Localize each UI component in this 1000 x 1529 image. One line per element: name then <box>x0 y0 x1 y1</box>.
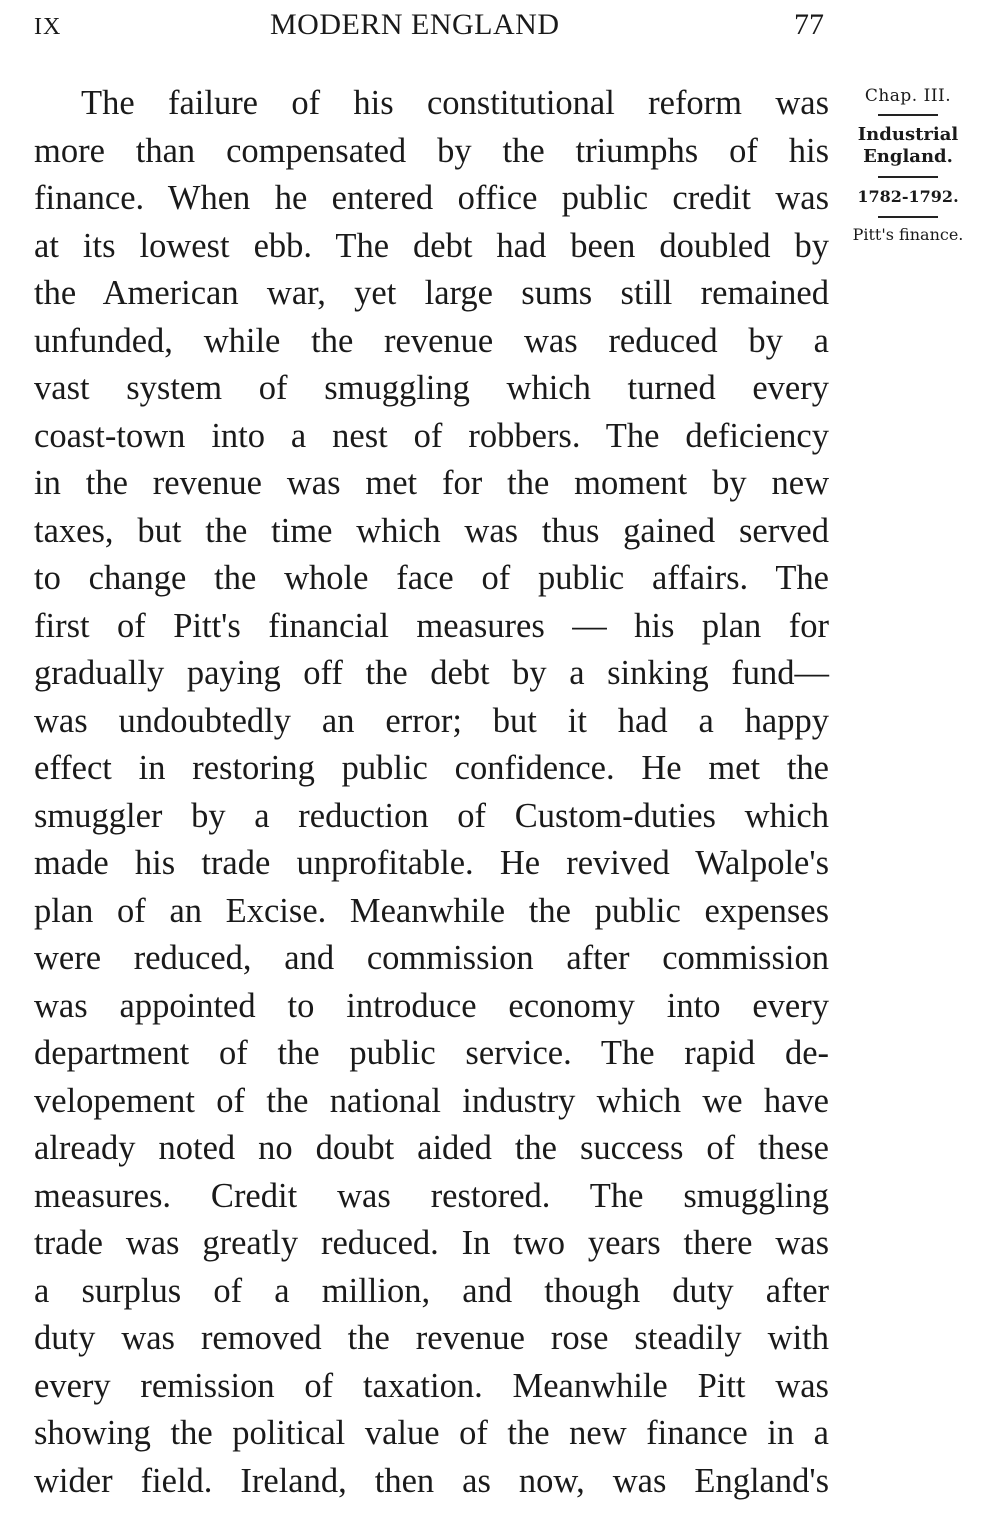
text-line: trade was greatly reduced. In two years there was <box>34 1224 829 1262</box>
margin-years: 1782-1792. <box>857 187 959 206</box>
text-line: made his trade unprofitable. He revived Walpole's <box>34 844 829 882</box>
text-line: plan of an Excise. Meanwhile the public expenses <box>34 891 829 930</box>
text-line: effect in restoring public confidence. He met the <box>34 749 829 787</box>
margin-chapter-label: Chap. III. <box>864 86 952 106</box>
text-line: the American war, yet large sums still remained <box>34 274 829 312</box>
margin-rule <box>878 114 938 116</box>
text-line: was appointed to introduce economy into every <box>34 986 829 1025</box>
text-line: more than compensated by the triumphs of his <box>34 131 829 170</box>
margin-rule <box>878 216 938 218</box>
margin-subheading: Pitt's finance. <box>852 225 964 244</box>
text-line: already noted no doubt aided the success of these <box>34 1129 829 1167</box>
text-line: to change the whole face of public affairs. The <box>34 559 829 597</box>
text-line: vast system of smuggling which turned every <box>34 369 829 407</box>
text-line: The failure of his constitutional reform was <box>81 84 829 122</box>
margin-rule <box>878 176 938 178</box>
text-line: gradually paying off the debt by a sinking fund— <box>34 654 829 692</box>
text-line: showing the political value of the new finance in a <box>34 1414 829 1452</box>
margin-heading: Industrial England. <box>857 124 959 167</box>
text-line: coast-town into a nest of robbers. The deficiency <box>34 416 829 455</box>
text-line: first of Pitt's financial measures — his plan for <box>34 606 829 645</box>
text-line: measures. Credit was restored. The smuggling <box>34 1176 829 1215</box>
text-line: every remission of taxation. Meanwhile Pitt was <box>34 1366 829 1405</box>
running-header <box>34 6 824 46</box>
text-line: were reduced, and commission after commission <box>34 939 829 977</box>
text-line: wider field. Ireland, then as now, was England's <box>34 1461 829 1500</box>
margin-notes <box>842 86 974 246</box>
text-line: department of the public service. The rapid de- <box>34 1034 829 1072</box>
text-line: duty was removed the revenue rose steadily with <box>34 1319 829 1357</box>
body-text <box>34 80 829 1505</box>
text-line: was undoubtedly an error; but it had a happy <box>34 701 829 740</box>
text-line: taxes, but the time which was thus gained served <box>34 511 829 550</box>
text-line: in the revenue was met for the moment by new <box>34 464 829 502</box>
text-line: finance. When he entered office public credit was <box>34 179 829 217</box>
text-line: unfunded, while the revenue was reduced by a <box>34 321 829 360</box>
text-line: at its lowest ebb. The debt had been doubled by <box>34 226 829 265</box>
chapter-number: IX <box>34 14 62 40</box>
text-line: a surplus of a million, and though duty after <box>34 1271 829 1310</box>
running-title: MODERN ENGLAND <box>270 8 560 41</box>
page-number: 77 <box>794 8 824 41</box>
text-line: velopement of the national industry which we have <box>34 1081 829 1120</box>
text-line: smuggler by a reduction of Custom-duties which <box>34 796 829 835</box>
